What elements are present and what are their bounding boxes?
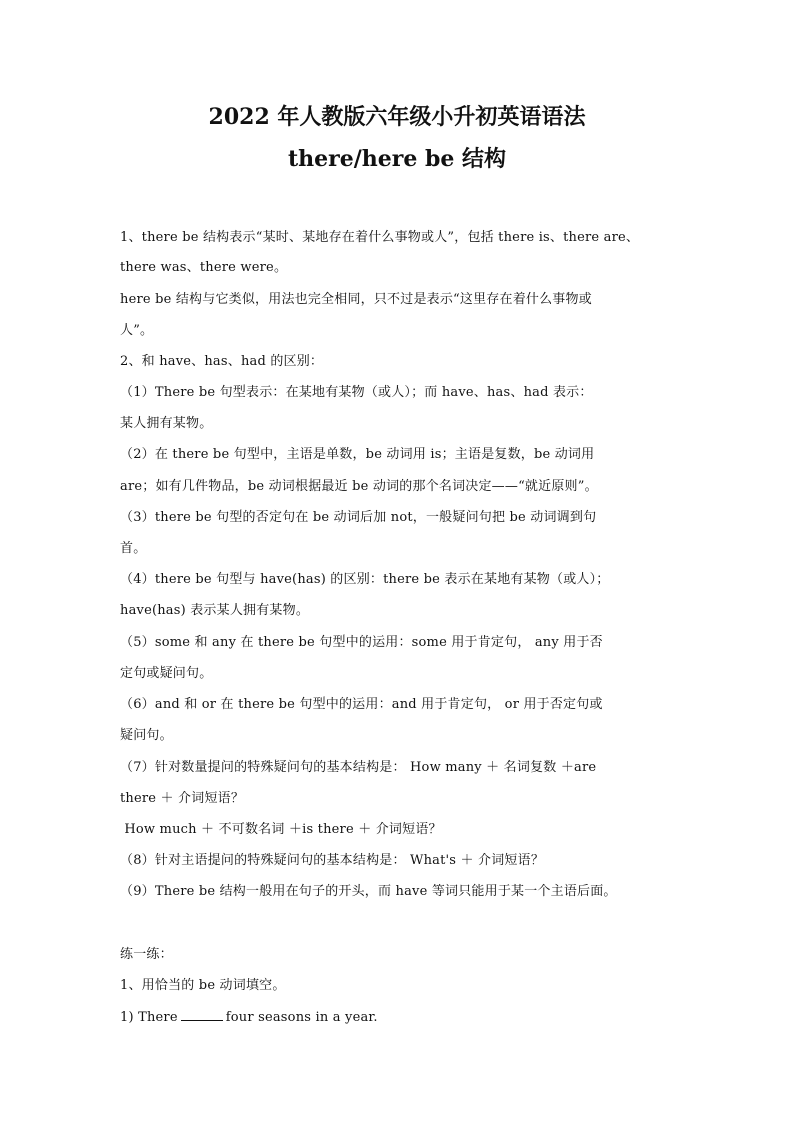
body-line: （2）在 there be 句型中，主语是单数，be 动词用 is；主语是复数，be 动词用 — [120, 447, 595, 462]
exercise-item-suffix: four seasons in a year. — [225, 1010, 378, 1025]
body-line: here be 结构与它类似，用法也完全相同，只不过是表示“这里存在着什么事物或 — [120, 292, 592, 307]
body-line: 1、there be 结构表示“某时、某地存在着什么事物或人”，包括 there is、there are、 — [120, 230, 640, 245]
body-line: （4）there be 句型与 have(has) 的区别：there be 表示在某地有某物（或人）； — [120, 572, 610, 587]
body-line: How much ＋ 不可数名词 ＋is there ＋ 介词短语？ — [120, 822, 442, 837]
exercise-instruction: 1、用恰当的 be 动词填空。 — [120, 978, 286, 993]
body-line: 人”。 — [120, 323, 154, 338]
body-line: （1）There be 句型表示：在某地有某物（或人）；而 have、has、had 表示： — [120, 385, 593, 400]
exercise-item-prefix: 1) There — [120, 1010, 178, 1025]
body-line: 首。 — [120, 541, 147, 556]
exercise-item — [120, 1007, 378, 1028]
body-line: 2、和 have、has、had 的区别： — [120, 354, 324, 369]
body-line: （3）there be 句型的否定句在 be 动词后加 not，一般疑问句把 be 动词调到句 — [120, 510, 597, 525]
body-line: there ＋ 介词短语？ — [120, 791, 245, 806]
body-line: （7）针对数量提问的特殊疑问句的基本结构是： How many ＋ 名词复数 ＋are — [120, 760, 597, 775]
body-line: have(has) 表示某人拥有某物。 — [120, 603, 310, 618]
body-line: 疑问句。 — [120, 728, 173, 743]
body-line: are；如有几件物品，be 动词根据最近 be 动词的那个名词决定——“就近原则”。 — [120, 479, 598, 494]
document-subtitle: there/here be 结构 — [287, 146, 507, 172]
body-line: there was、there were。 — [120, 260, 288, 275]
body-line: 某人拥有某物。 — [120, 416, 213, 431]
body-line: （5）some 和 any 在 there be 句型中的运用：some 用于肯定句， any 用于否 — [120, 635, 603, 650]
document-title: 2022 年人教版六年级小升初英语语法 — [208, 104, 586, 130]
exercise-heading: 练一练： — [120, 947, 173, 962]
answer-blank[interactable] — [181, 1007, 223, 1021]
body-line: （8）针对主语提问的特殊疑问句的基本结构是： What's ＋ 介词短语？ — [120, 853, 545, 868]
body-line: （6）and 和 or 在 there be 句型中的运用：and 用于肯定句， or 用于否定句或 — [120, 697, 603, 712]
body-line: （9）There be 结构一般用在句子的开头，而 have 等词只能用于某一个主语后面。 — [120, 884, 617, 899]
body-line: 定句或疑问句。 — [120, 666, 213, 681]
